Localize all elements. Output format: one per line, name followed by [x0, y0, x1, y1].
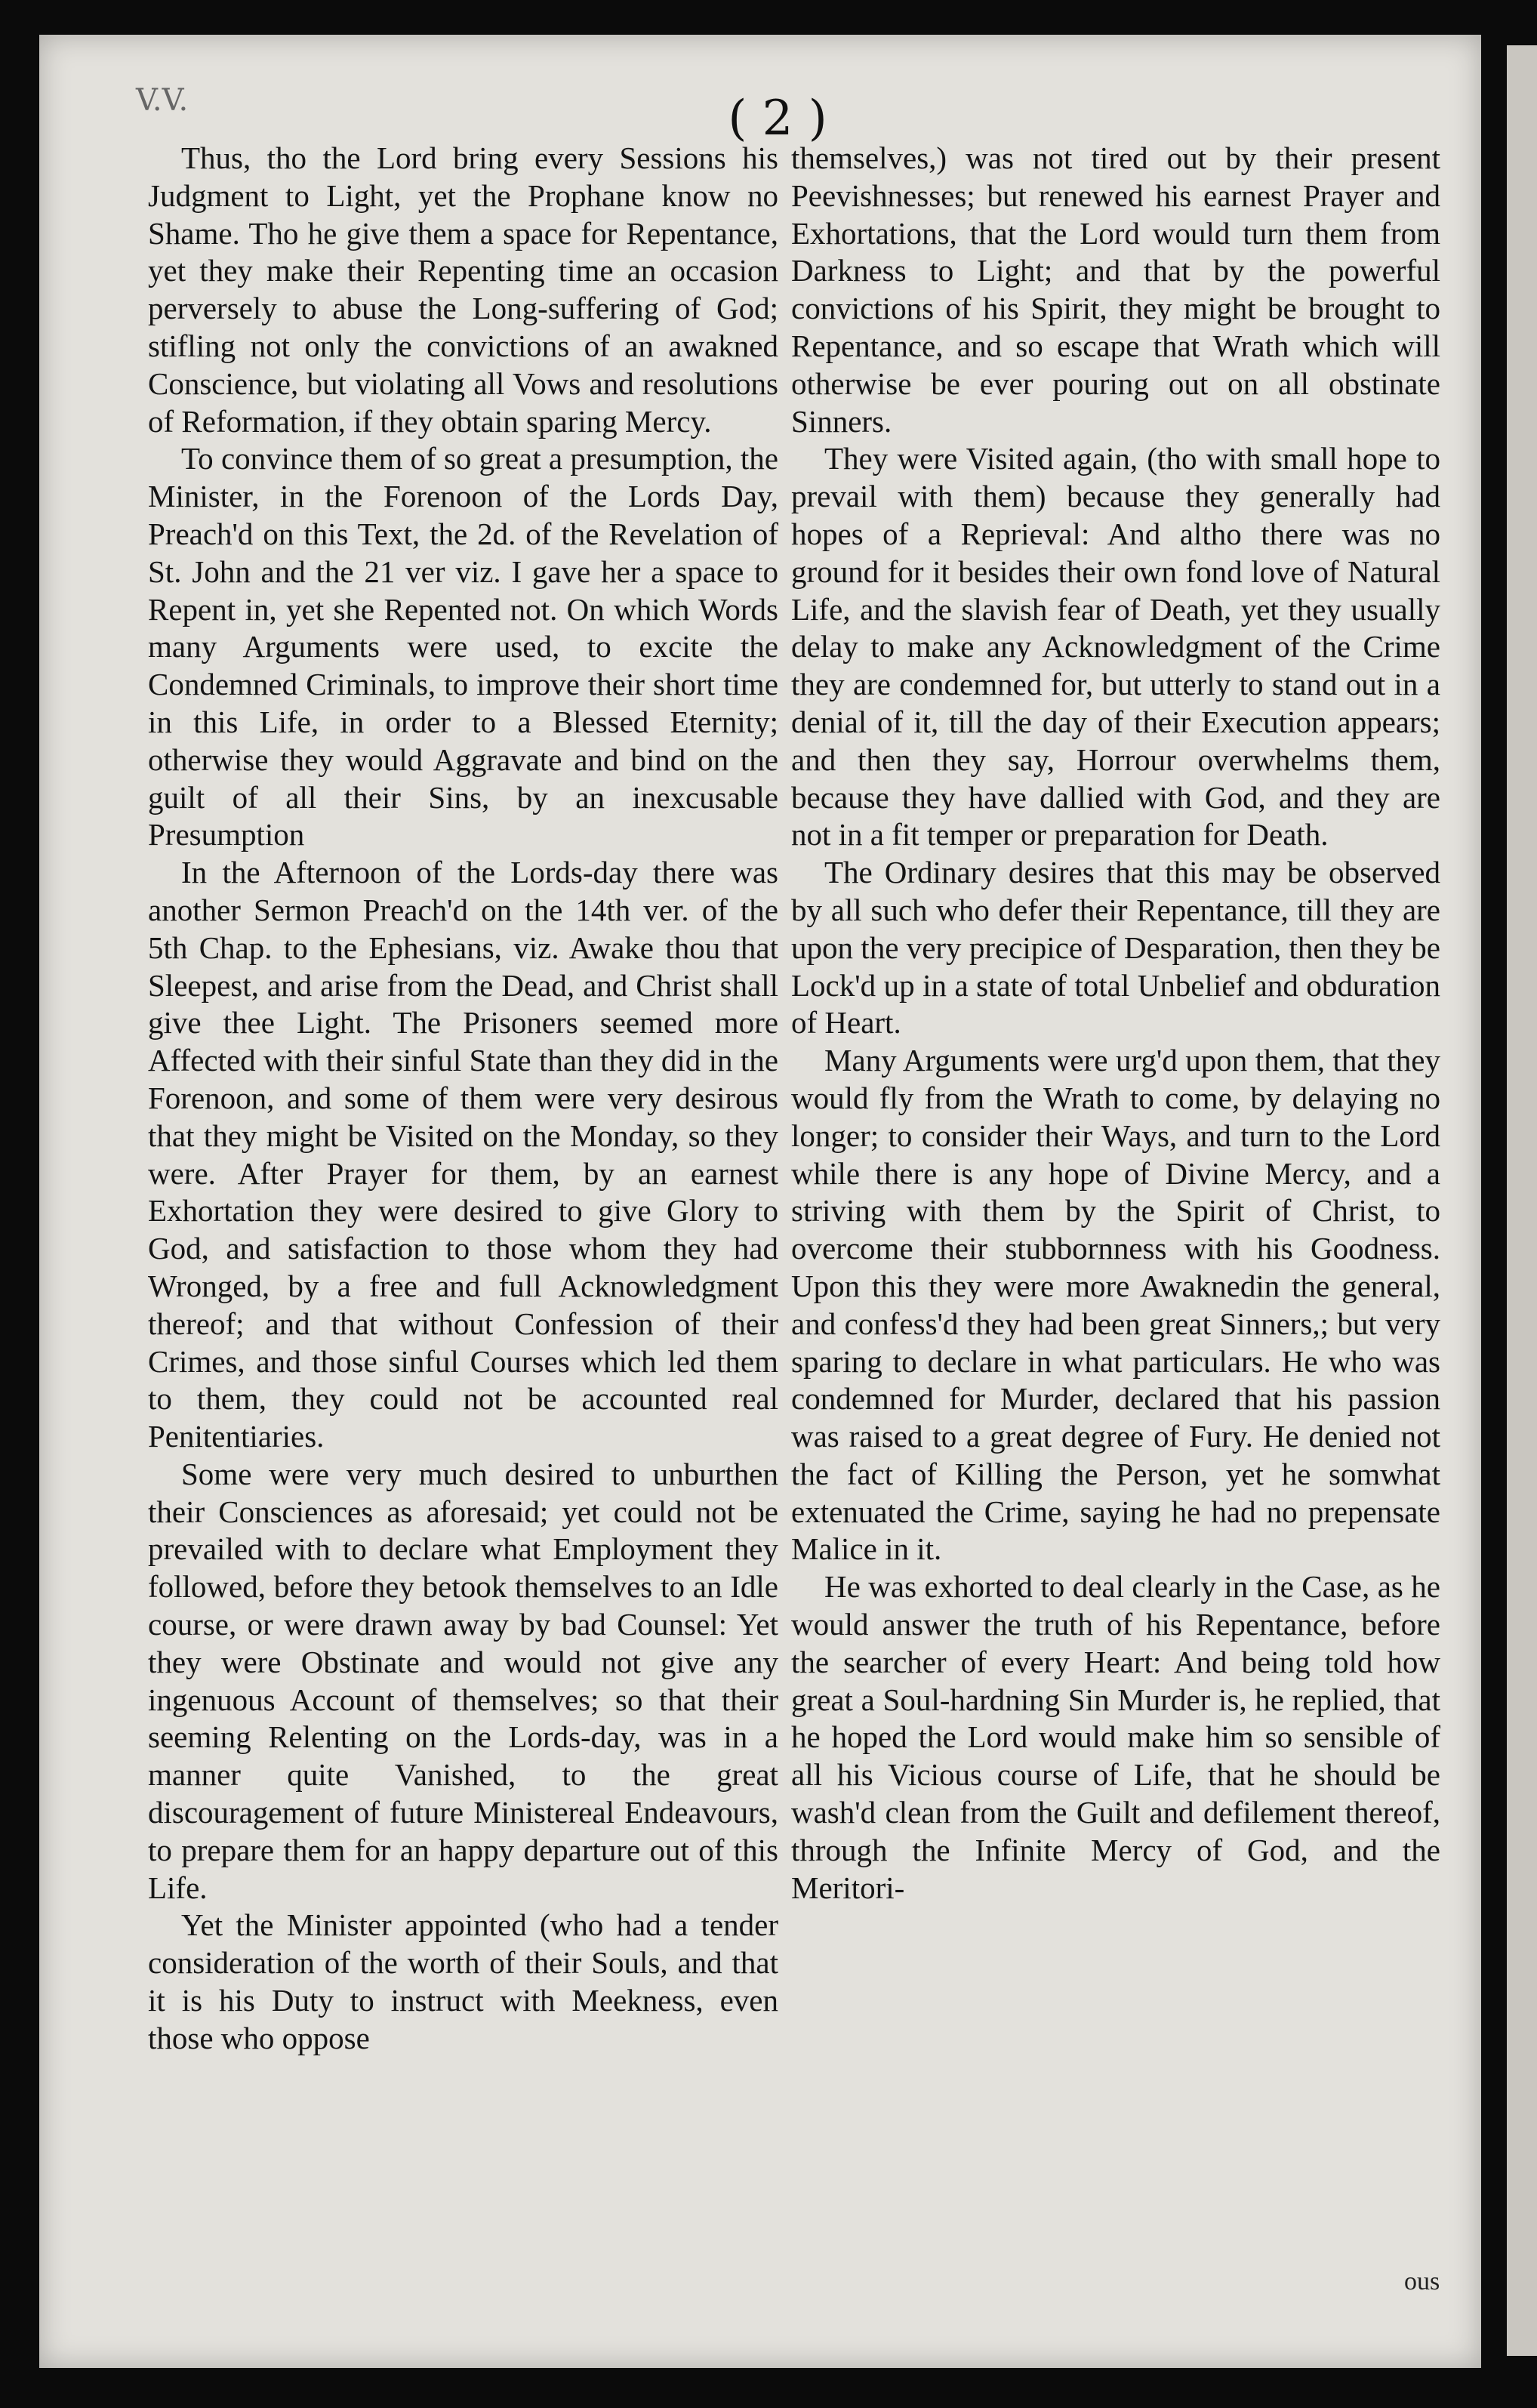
page-number: ( 2 )	[728, 91, 827, 146]
corner-mark: V.V.	[136, 83, 189, 118]
paragraph: Many Arguments were urg'd upon them, that they would fly from the Wrath to come, by delaying no longer; to consider their Ways, and turn to the Lord while there is any hope of Divine Mercy, and a striving with them by the Spirit of Christ, to overcome their stubbornness with his Goodness. Upon this they were more Awaknedin the general, and confess'd they had been great Sinners,; but very sparing to declare in what particulars. He who was condemned for Murder, declared that his passion was raised to a great degree of Fury. He denied not the fact of Killing the Person, yet he somwhat extenuated the Crime, saying he had no prepensate Malice in it.	[791, 1043, 1440, 1567]
adjacent-page-edge	[1507, 45, 1537, 2356]
left-column	[148, 140, 778, 2058]
paragraph: They were Visited again, (tho with small hope to prevail with them) because they generally had hopes of a Reprieval: And altho there was no ground for it besides their own fond love of Natural Life, and the slavish fear of Death, yet they usually delay to make any Acknowledgment of the Crime they are condemned for, but utterly to stand out in a denial of it, till the day of their Execution appears; and then they say, Horrour overwhelms them, because they have dallied with God, and they are not in a fit temper or preparation for Death.	[791, 441, 1440, 853]
paragraph: In the Afternoon of the Lords-day there was another Sermon Preach'd on the 14th ver. of the 5th Chap. to the Ephesians, viz. Awake thou that Sleepest, and arise from the Dead, and Christ shall give thee Light. The Prisoners seemed more Affected with their sinful State than they did in the Forenoon, and some of them were very desirous that they might be Visited on the Monday, so they were. After Prayer for them, by an earnest Exhortation they were desired to give Glory to God, and satisfaction to those whom they had Wronged, by a free and full Acknowledgment thereof; and that without Confession of their Crimes, and those sinful Courses which led them to them, they could not be accounted real Penitentiaries.	[148, 855, 778, 1454]
catchword: ous	[1404, 2268, 1440, 2295]
paragraph: themselves,) was not tired out by their present Peevishnesses; but renewed his earnest Prayer and Exhortations, that the Lord would turn them from Darkness to Light; and that by the powerful convictions of his Spirit, they might be brought to Repentance, and so escape that Wrath which will otherwise be ever pouring out on all obstinate Sinners.	[791, 140, 1440, 439]
paragraph: To convince them of so great a presumption, the Minister, in the Forenoon of the Lords Day, Preach'd on this Text, the 2d. of the Revelation of St. John and the 21 ver viz. I gave her a space to Repent in, yet she Repented not. On which Words many Arguments were used, to excite the Condemned Criminals, to improve their short time in this Life, in order to a Blessed Eternity; otherwise they would Aggravate and bind on the guilt of all their Sins, by an inexcusable Presumption	[148, 441, 778, 853]
right-column	[791, 140, 1440, 1907]
paragraph: Thus, tho the Lord bring every Sessions his Judgment to Light, yet the Prophane know no Shame. Tho he give them a space for Repentance, yet they make their Repenting time an occasion perversely to abuse the Long-suffering of God; stifling not only the convictions of an awakned Conscience, but violating all Vows and resolutions of Reformation, if they obtain sparing Mercy.	[148, 140, 778, 439]
paragraph: He was exhorted to deal clearly in the Case, as he would answer the truth of his Repentance, before the searcher of every Heart: And being told how great a Soul-hardning Sin Murder is, he replied, that he hoped the Lord would make him so sensible of all his Vicious course of Life, that he should be wash'd clean from the Guilt and defilement thereof, through the Infinite Mercy of God, and the Meritori-	[791, 1569, 1440, 1905]
paragraph: Yet the Minister appointed (who had a tender consideration of the worth of their Souls, and that it is his Duty to instruct with Meekness, even those who oppose	[148, 1907, 778, 2055]
paragraph: The Ordinary desires that this may be observed by all such who defer their Repentance, till they are upon the very precipice of Desparation, then they be Lock'd up in a state of total Unbelief and obduration of Heart.	[791, 855, 1440, 1041]
paragraph: Some were very much desired to unburthen their Consciences as aforesaid; yet could not be prevailed with to declare what Employment they followed, before they betook themselves to an Idle course, or were drawn away by bad Counsel: Yet they were Obstinate and would not give any ingenuous Account of themselves; so that their seeming Relenting on the Lords-day, was in a manner quite Vanished, to the great discouragement of future Ministereal Endeavours, to prepare them for an happy departure out of this Life.	[148, 1456, 778, 1905]
